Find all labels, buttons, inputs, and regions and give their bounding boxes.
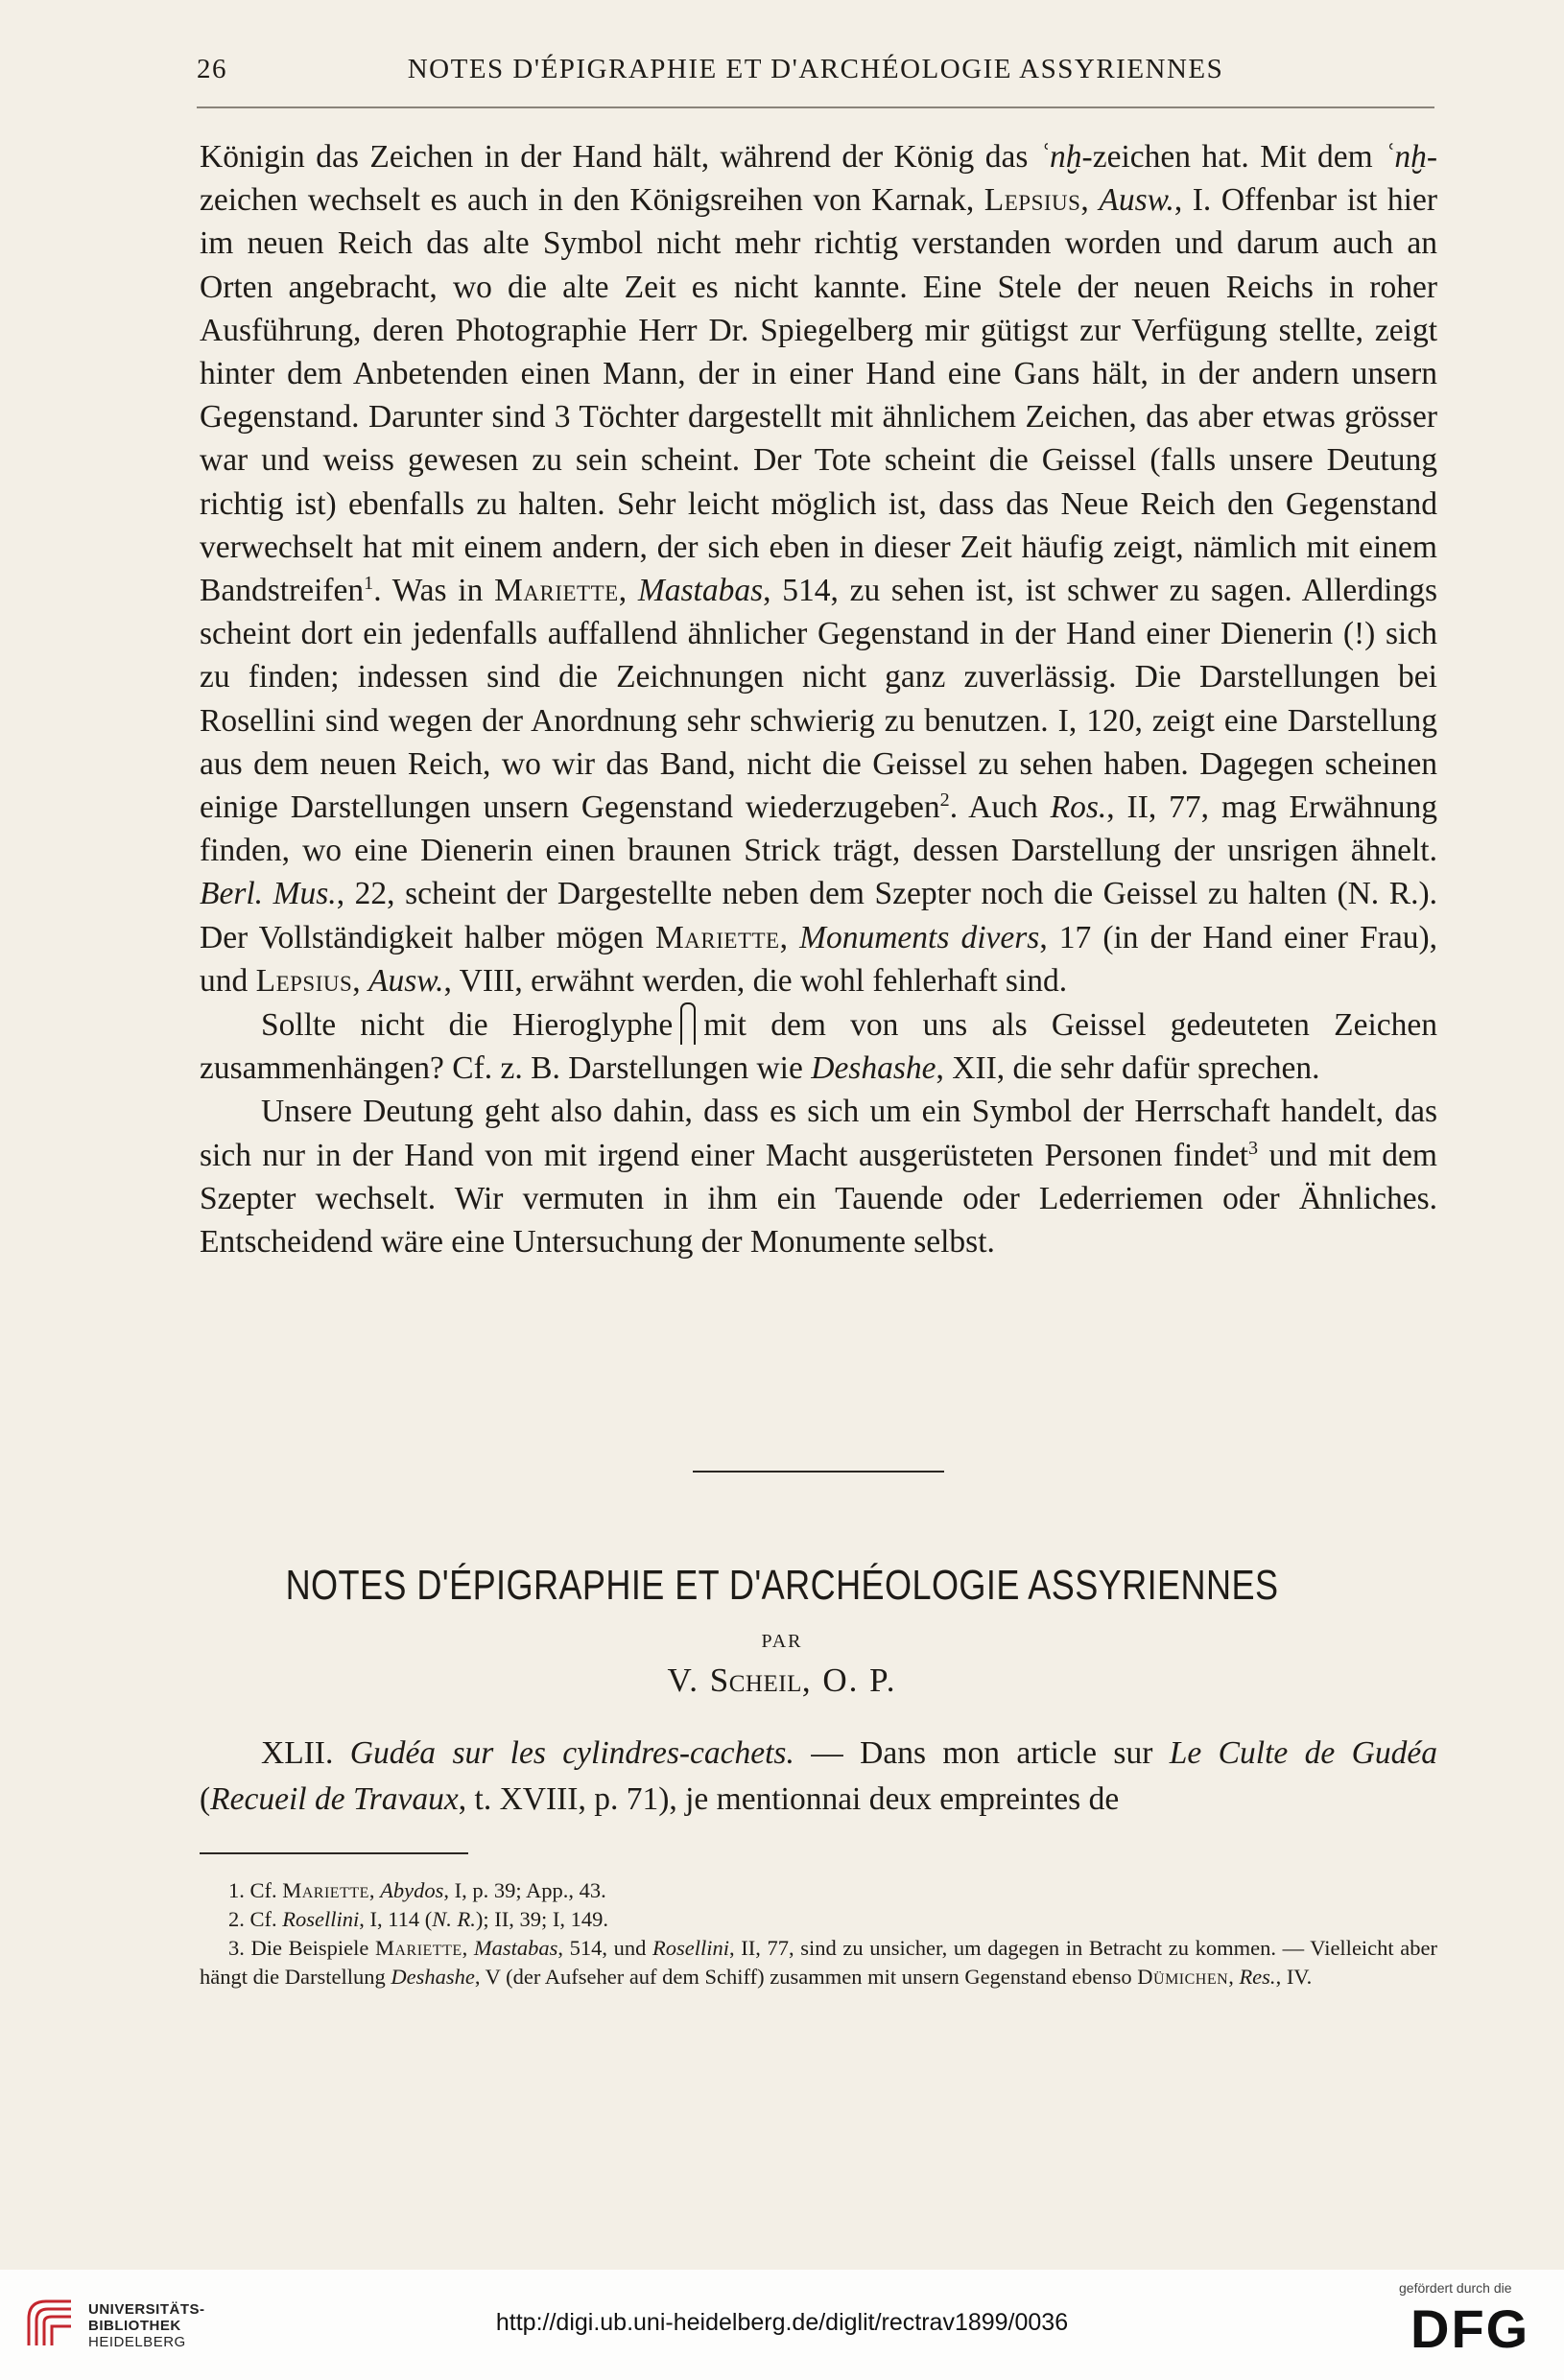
article-title: NOTES D'ÉPIGRAPHIE ET D'ARCHÉOLOGIE ASSYRIENNES — [285, 1562, 1279, 1609]
section-separator — [693, 1471, 944, 1473]
byline-par: PAR — [761, 1631, 803, 1652]
library-name[interactable]: UNIVERSITÄTS- BIBLIOTHEK HEIDELBERG — [88, 2301, 205, 2350]
paragraph-2: Sollte nicht die Hieroglyphe mit dem von uns als Geissel gedeuteten Zeichen zusammenhängen? Cf. z. B. Darstellungen wie Deshashe, XII, die sehr dafür sprechen. — [200, 1002, 1437, 1090]
article-paragraph: XLII. Gudéa sur les cylindres-cachets. — Dans mon article sur Le Culte de Gudéa (Recueil de Travaux, t. XVIII, p. 71), je mentionnai deux empreintes de — [200, 1735, 1437, 1817]
footnote-ref-3: 3 — [1248, 1137, 1259, 1159]
paragraph-3: Unsere Deutung geht also dahin, dass es sich um ein Symbol der Herrschaft handelt, das sich nur in der Hand von mit irgend einer Macht ausgerüsteten Personen findet$^3$ und mit dem Szepter wechselt. Wir vermuten in ihm ein Tauende oder Lederriemen oder Ähnliches. Entscheidend wäre eine Untersuchung der Monumente selbst. — [200, 1094, 1437, 1261]
running-title: NOTES D'ÉPIGRAPHIE ET D'ARCHÉOLOGIE ASSYRIENNES — [407, 54, 1224, 84]
running-head — [197, 54, 1434, 102]
page-number: 26 — [197, 54, 227, 84]
author-line: V. Scheil, O. P. — [667, 1661, 897, 1699]
paragraph-1: Königin das Zeichen in der Hand hält, während der König das ʿnḫ-zeichen hat. Mit dem ʿnḫ-zeichen wechselt es auch in den Königsreihen von Karnak, Lepsius, Ausw., I. Offenbar ist hier im neuen Reich das alte Symbol nicht mehr richtig verstanden worden und darum auch an Orten angebracht, wo die alte Zeit es nicht kannte. Eine Stele der neuen Reichs in roher Ausführung, deren Photographie Herr Dr. Spiegelberg mir gütigst zur Verfügung stellte, zeigt hinter dem Anbetenden einen Mann, der in einer Hand eine Gans hält, in der andern unsern Gegenstand. Darunter sind 3 Töchter dargestellt mit ähnlichem Zeichen, das aber etwas grösser war und weiss gewesen zu sein scheint. Der Tote scheint die Geissel (falls unsere Deutung richtig ist) ebenfalls zu halten. Sehr leicht möglich ist, dass das Neue Reich den Gegenstand verwechselt hat mit einem andern, der sich eben in dieser Zeit häufig zeigt, nämlich mit einem Bandstreifen$^1$. Was in Mariette, Mastabas, 514, zu sehen ist, ist schwer zu sagen. Allerdings scheint dort ein jedenfalls auffallend ähnlicher Gegenstand in der Hand einer Dienerin (!) sich zu finden; indessen sind die Zeichnungen nicht ganz zuverlässig. Die Darstellungen bei Rosellini sind wegen der Anordnung sehr schwierig zu benutzen. I, 120, zeigt eine Darstellung aus dem neuen Reich, wo wir das Band, nicht die Geissel zu sehen haben. Dagegen scheinen einige Darstellungen unsern Gegenstand wiederzugeben$^2$. Auch Ros., II, 77, mag Erwähnung finden, wo eine Dienerin einen braunen Strick trägt, dessen Darstellung der unsrigen ähnelt. Berl. Mus., 22, scheint der Dargestellte neben dem Szepter noch die Geissel zu halten (N. R.). Der Vollständigkeit halber mögen Mariette, Monuments divers, 17 (in der Hand einer Frau), und Lepsius, Ausw., VIII, erwähnt werden, die wohl fehlerhaft sind. — [200, 139, 1438, 999]
dfg-logo[interactable]: DFG — [1410, 2298, 1530, 2359]
hieroglyph-icon — [680, 1002, 696, 1045]
header-rule — [197, 106, 1434, 108]
permalink[interactable]: http://digi.ub.uni-heidelberg.de/diglit/rectrav1899/0036 — [495, 2309, 1069, 2336]
footnote-3: 3. Die Beispiele Mariette, Mastabas, 514, und Rosellini, II, 77, sind zu unsicher, um dagegen in Betracht zu kommen. — Vielleicht aber hängt die Darstellung Deshashe, V (der Aufseher auf dem Schiff) zusammen mit unsern Gegenstand ebenso Dümichen, Res., IV. — [200, 1936, 1438, 1989]
footnote-ref-2: 2 — [939, 789, 950, 811]
funding-note: gefördert durch die — [1399, 2280, 1512, 2296]
article-opening — [200, 1731, 1437, 1823]
footnote-ref-1: 1 — [364, 572, 374, 594]
footnote-rule — [200, 1852, 468, 1854]
footnote-2: 2. Cf. Rosellini, I, 114 (N. R.); II, 39; I, 149. — [228, 1907, 609, 1931]
footnotes — [200, 1876, 1437, 1991]
body-text — [200, 135, 1437, 1263]
footnote-1: 1. Cf. Mariette, Abydos, I, p. 39; App., 43. — [228, 1878, 606, 1902]
